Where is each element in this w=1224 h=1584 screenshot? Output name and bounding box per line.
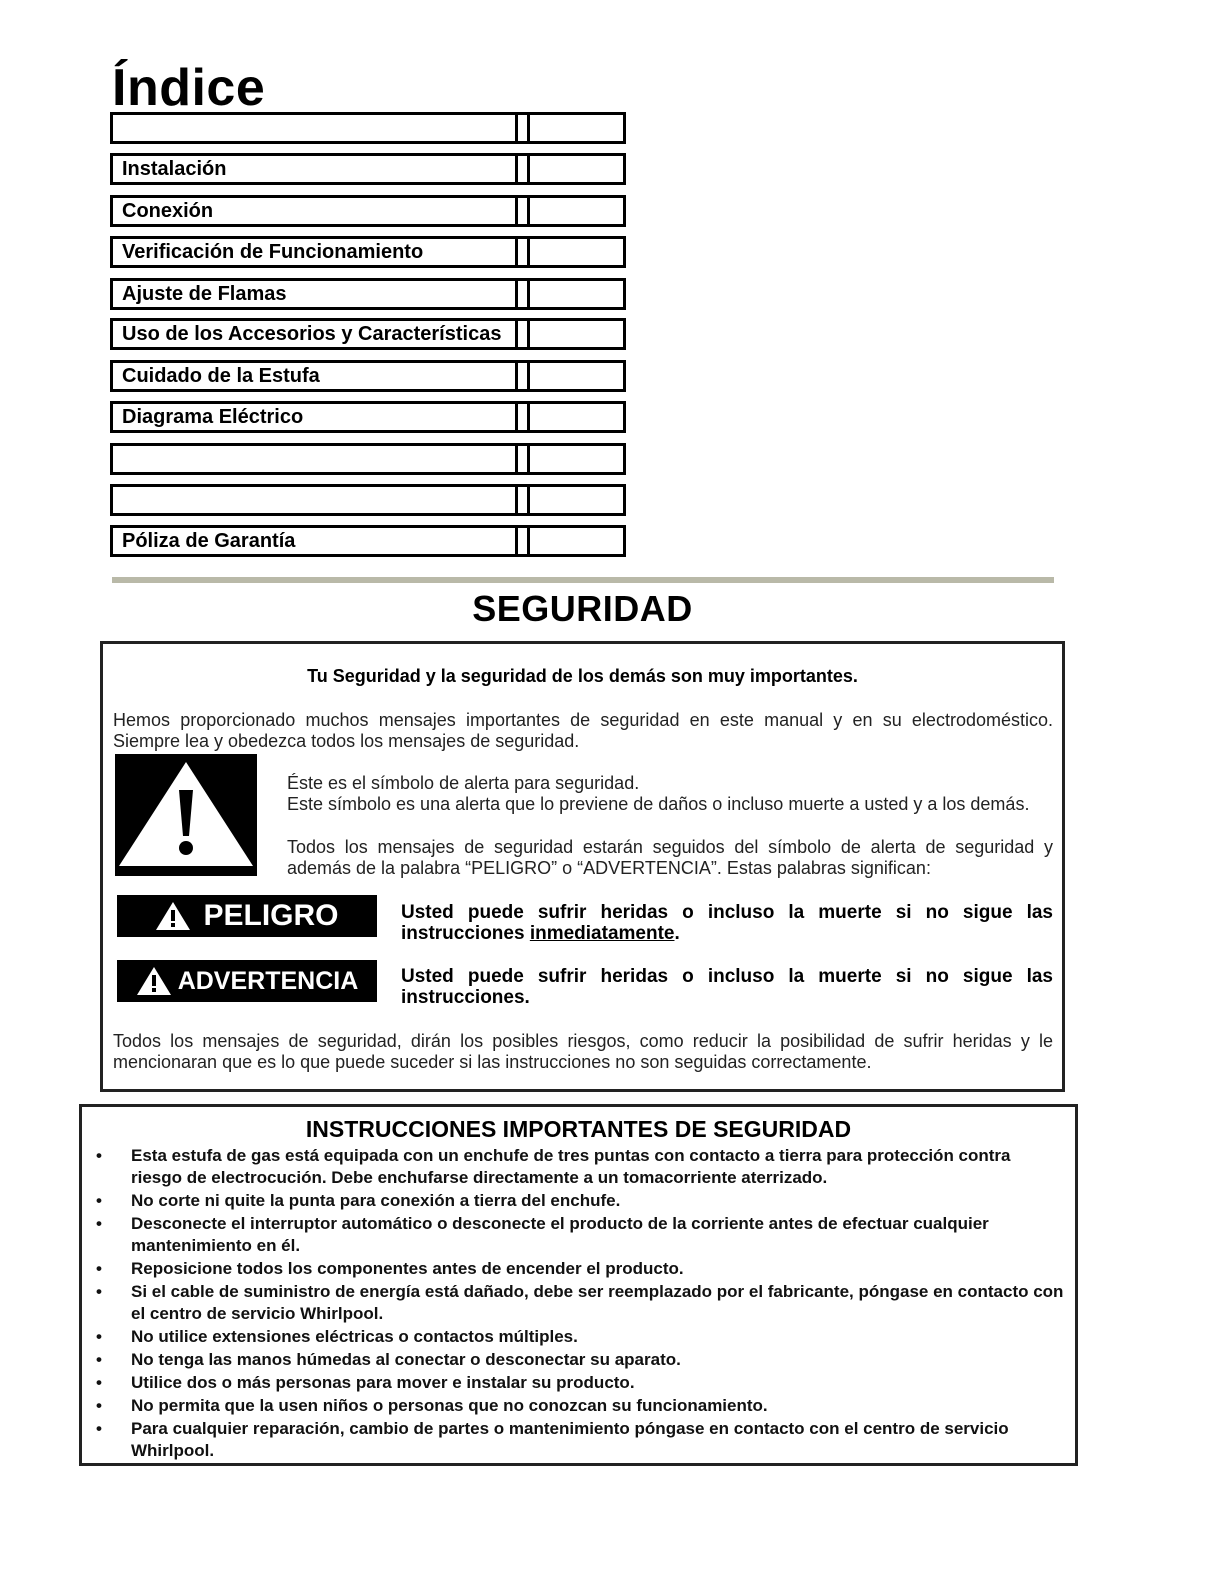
list-item [94,1326,1064,1348]
toc-row [110,236,626,268]
toc-label: Instalación [110,153,530,185]
index-title: Índice [112,59,266,117]
symbol-explanation-3: Todos los mensajes de seguridad estarán seguidos del símbolo de alerta de seguridad y además de la palabra “PELIGRO” o “ADVERTENCIA”. Estas palabras significan: [287,837,1053,878]
instruction-text: Utilice dos o más personas para mover e instalar su producto. [131,1373,635,1392]
list-item [94,1349,1064,1371]
bullet-icon: • [96,1146,102,1165]
safety-closing: Todos los mensajes de seguridad, dirán los posibles riesgos, como reducir la posibilidad de sufrir heridas y le mencionaran que es lo que puede suceder si las instrucciones no son seguidas correctamente. [113,1031,1053,1072]
toc-page-cell [515,525,626,557]
bullet-icon: • [96,1373,102,1392]
warning-label: ADVERTENCIA [177,966,359,995]
toc-label [110,443,530,475]
safety-section-title: SEGURIDAD [472,588,693,629]
warning-text: Usted puede sufrir heridas o incluso la muerte si no sigue las instrucciones. [401,966,1053,1008]
toc-row [110,112,626,144]
danger-text-main: Usted puede sufrir heridas o incluso la muerte si no sigue las instrucciones [401,902,1053,944]
toc-page-cell [515,401,626,433]
toc-page-cell [515,112,626,144]
toc-page-cell [515,484,626,516]
list-item [94,1372,1064,1394]
symbol-explanation-1: Éste es el símbolo de alerta para seguridad. [287,773,640,793]
instruction-text: Si el cable de suministro de energía está dañado, debe ser reemplazado por el fabricante, póngase en contacto con el centro de servicio Whirlpool. [131,1282,1064,1323]
safety-intro: Hemos proporcionado muchos mensajes importantes de seguridad en este manual y en su electrodoméstico. Siempre lea y obedezca todos los mensajes de seguridad. [113,710,1053,751]
toc-label: Diagrama Eléctrico [110,401,530,433]
symbol-explanation-2: Este símbolo es una alerta que lo previene de daños o incluso muerte a usted y a los demás. [287,794,1030,814]
danger-text-end: . [674,923,680,944]
instruction-text: Desconecte el interruptor automático o desconecte el producto de la corriente antes de efectuar cualquier mantenimiento en él. [131,1214,989,1255]
instruction-text: No tenga las manos húmedas al conectar o desconectar su aparato. [131,1350,681,1369]
warning-banner [117,960,377,1002]
instruction-text: No utilice extensiones eléctricas o contactos múltiples. [131,1327,578,1346]
list-item [94,1190,1064,1212]
bullet-icon: • [96,1419,102,1438]
toc-row [110,360,626,392]
toc-page-cell [515,318,626,350]
alert-triangle-icon [155,901,191,931]
danger-label: PELIGRO [203,899,339,932]
toc-row [110,318,626,350]
bullet-icon: • [96,1350,102,1369]
toc-row [110,278,626,310]
danger-banner [117,895,377,937]
toc-row [110,484,626,516]
toc-page-cell [515,236,626,268]
toc-label: Verificación de Funcionamiento [110,236,530,268]
safety-box-heading: Tu Seguridad y la seguridad de los demás son muy importantes. [307,666,858,686]
toc-label: Conexión [110,195,530,227]
list-item [94,1395,1064,1417]
bullet-icon: • [96,1396,102,1415]
toc-label [110,112,530,144]
toc-row [110,195,626,227]
instruction-text: Reposicione todos los componentes antes de encender el producto. [131,1259,684,1278]
toc-row [110,153,626,185]
alert-triangle-icon [115,754,257,876]
toc-page-cell [515,443,626,475]
bullet-icon: • [96,1282,102,1301]
list-item [94,1418,1064,1462]
instruction-text: Para cualquier reparación, cambio de partes o mantenimiento póngase en contacto con el centro de servicio Whirlpool. [131,1419,1009,1460]
toc-label [110,484,530,516]
alert-triangle-icon [136,966,172,996]
danger-text-emphasis: inmediatamente [529,923,675,944]
instruction-text: No permita que la usen niños o personas que no conozcan su funcionamiento. [131,1396,768,1415]
toc-page-cell [515,195,626,227]
toc-label: Cuidado de la Estufa [110,360,530,392]
toc-label: Uso de los Accesorios y Características [110,318,530,350]
toc-row [110,525,626,557]
toc-label: Póliza de Garantía [110,525,530,557]
bullet-icon: • [96,1214,102,1233]
instructions-box [79,1104,1078,1466]
toc-label: Ajuste de Flamas [110,278,530,310]
toc-page-cell [515,278,626,310]
list-item [94,1281,1064,1325]
bullet-icon: • [96,1191,102,1210]
safety-alert-symbol [115,754,257,876]
bullet-icon: • [96,1259,102,1278]
section-divider [112,577,1054,583]
toc-row [110,443,626,475]
instructions-list [94,1145,1064,1463]
list-item [94,1213,1064,1257]
safety-box [100,641,1065,1092]
instructions-title: INSTRUCCIONES IMPORTANTES DE SEGURIDAD [305,1116,852,1142]
instruction-text: Esta estufa de gas está equipada con un enchufe de tres puntas con contacto a tierra para protección contra riesgo de electrocución. Debe enchufarse directamente a un tomacorriente aterrizado. [131,1146,1011,1187]
list-item [94,1145,1064,1189]
danger-text [401,902,1053,944]
instruction-text: No corte ni quite la punta para conexión a tierra del enchufe. [131,1191,621,1210]
toc-row [110,401,626,433]
list-item [94,1258,1064,1280]
toc-page-cell [515,360,626,392]
bullet-icon: • [96,1327,102,1346]
toc-page-cell [515,153,626,185]
